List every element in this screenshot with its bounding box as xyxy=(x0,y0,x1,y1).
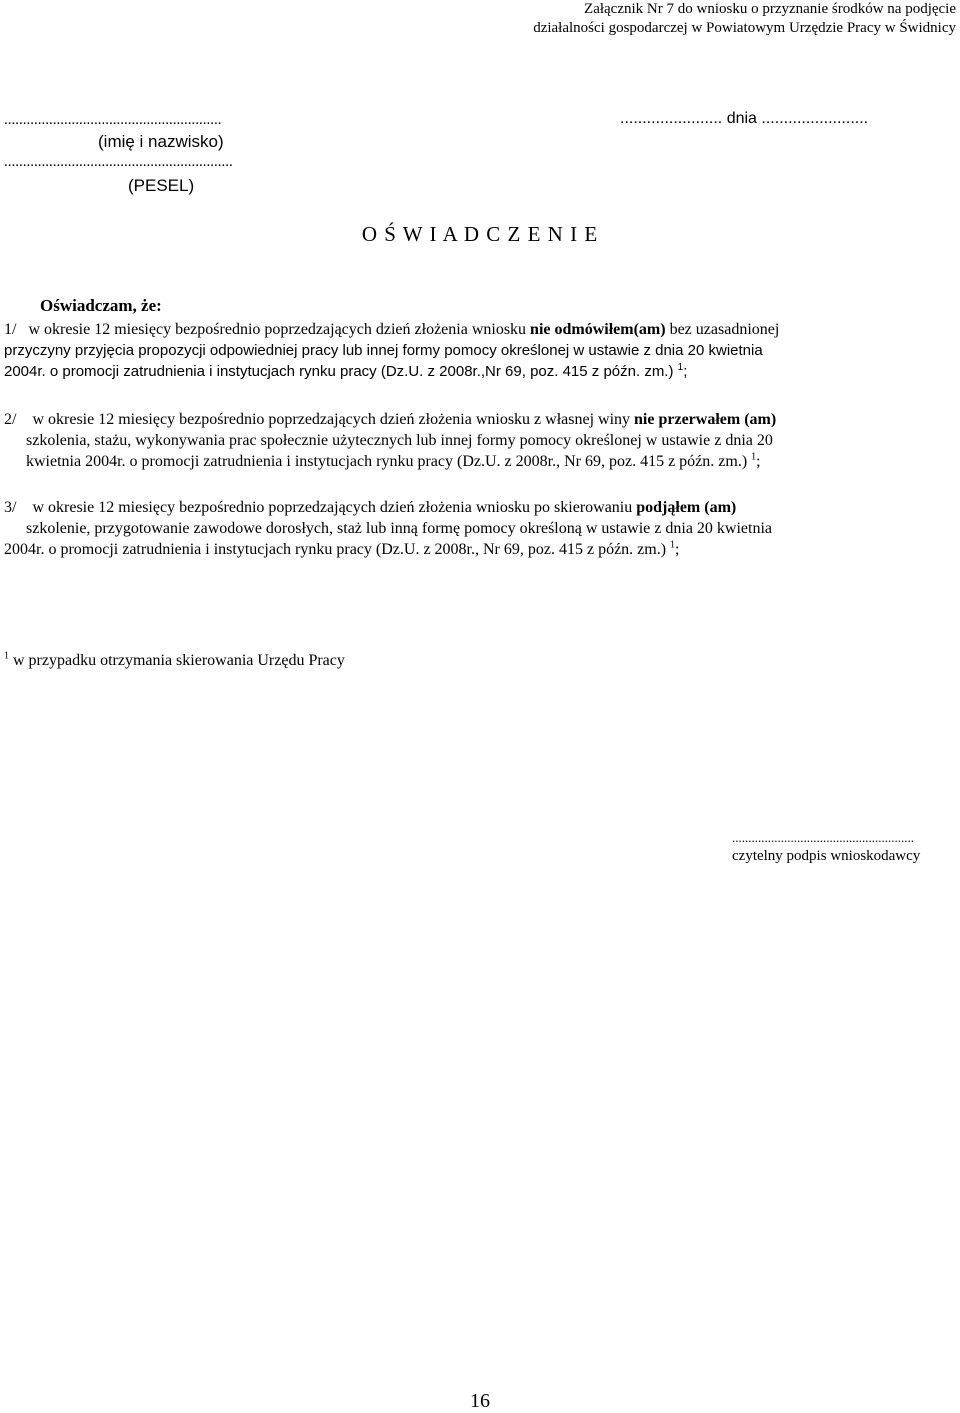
statement-2 xyxy=(4,409,950,472)
statement-3-footnote-ref: 1 xyxy=(670,539,676,551)
statement-3-line-1 xyxy=(4,497,950,518)
statement-2-number: 2/ xyxy=(4,411,17,428)
name-dots: .......................................................... xyxy=(4,112,222,128)
statement-2-footnote-ref: 1 xyxy=(751,451,757,463)
intro-statement: Oświadczam, że: xyxy=(40,296,162,315)
statement-3-line-3 xyxy=(4,539,950,560)
statement-1-footnote-ref: 1 xyxy=(677,362,684,373)
footnote xyxy=(4,652,345,670)
statement-2-bold: nie przerwałem (am) xyxy=(634,411,777,428)
statement-3-bold: podjąłem (am) xyxy=(636,499,737,516)
statement-1-text-b: bez uzasadnionej xyxy=(665,321,780,338)
statement-3-text-a: w okresie 12 miesięcy bezpośrednio poprzedzających dzień złożenia wniosku po skierowaniu xyxy=(32,499,637,516)
header-line-1: Załącznik Nr 7 do wniosku o przyznanie środków na podjęcie xyxy=(584,1,956,17)
statement-2-line-3-text: kwietnia 2004r. o promocji zatrudnienia i instytucjach rynku pracy (Dz.U. z 2008r., Nr 69, poz. 415 z późn. zm.) xyxy=(26,453,752,470)
date-field xyxy=(620,110,868,128)
statement-3-line-2: szkolenie, przygotowanie zawodowe dorosłych, staż lub inną formę pomocy określoną w ustawie z dnia 20 kwietnia xyxy=(26,520,773,537)
statement-3-line-3-text: 2004r. o promocji zatrudnienia i instytucjach rynku pracy (Dz.U. z 2008r., Nr 69, poz. 415 z późn. zm.) xyxy=(4,541,671,558)
statement-1-number: 1/ xyxy=(4,321,17,338)
statement-3-end: ; xyxy=(675,541,680,558)
statement-3 xyxy=(4,497,950,560)
statement-1-line-1 xyxy=(4,319,950,340)
footnote-text: w przypadku otrzymania skierowania Urzędu Pracy xyxy=(9,652,345,669)
statement-2-line-2: szkolenia, stażu, wykonywania prac społecznie użytecznych lub innej formy pomocy określonej w ustawie z dnia 20 xyxy=(26,432,773,449)
document-title: O Ś W I A D C Z E N I E xyxy=(361,222,599,246)
attachment-header xyxy=(533,0,956,38)
statement-1 xyxy=(4,319,950,382)
pesel-dots: ............................................................. xyxy=(4,154,233,170)
statement-1-line-3-text: 2004r. o promocji zatrudnienia i instytucjach rynku pracy (Dz.U. z 2008r.,Nr 69, poz. 415 z późn. zm.) xyxy=(4,363,678,380)
statement-2-text-a: w okresie 12 miesięcy bezpośrednio poprzedzających dzień złożenia wniosku z własnej winy xyxy=(32,411,635,428)
pesel-label: (PESEL) xyxy=(128,176,195,195)
date-dots: ....................... xyxy=(620,110,723,127)
statement-1-line-3 xyxy=(4,361,950,382)
date-word: dnia xyxy=(726,110,757,127)
signature-label: czytelny podpis wnioskodawcy xyxy=(732,848,921,864)
statement-1-line-2: przyczyny przyjęcia propozycji odpowiedniej pracy lub innej formy pomocy określonej w ustawie z dnia 20 kwietnia xyxy=(4,342,763,359)
statement-3-number: 3/ xyxy=(4,499,17,516)
signature-dots: ........................................................ xyxy=(732,830,914,845)
statement-1-end: ; xyxy=(683,363,688,380)
header-line-2: działalności gospodarczej w Powiatowym Urzędzie Pracy w Świdnicy xyxy=(533,20,956,36)
page-number: 16 xyxy=(470,1390,490,1412)
footnote-marker: 1 xyxy=(4,650,9,662)
date-dots-2: ........................ xyxy=(761,110,869,127)
statement-2-line-3 xyxy=(4,451,950,472)
statement-2-end: ; xyxy=(756,453,761,470)
statement-1-text-a: w okresie 12 miesięcy bezpośrednio poprzedzających dzień złożenia wniosku xyxy=(28,321,531,338)
name-label: (imię i nazwisko) xyxy=(98,132,224,151)
statement-1-bold: nie odmówiłem(am) xyxy=(530,321,666,338)
statement-2-line-1 xyxy=(4,409,950,430)
